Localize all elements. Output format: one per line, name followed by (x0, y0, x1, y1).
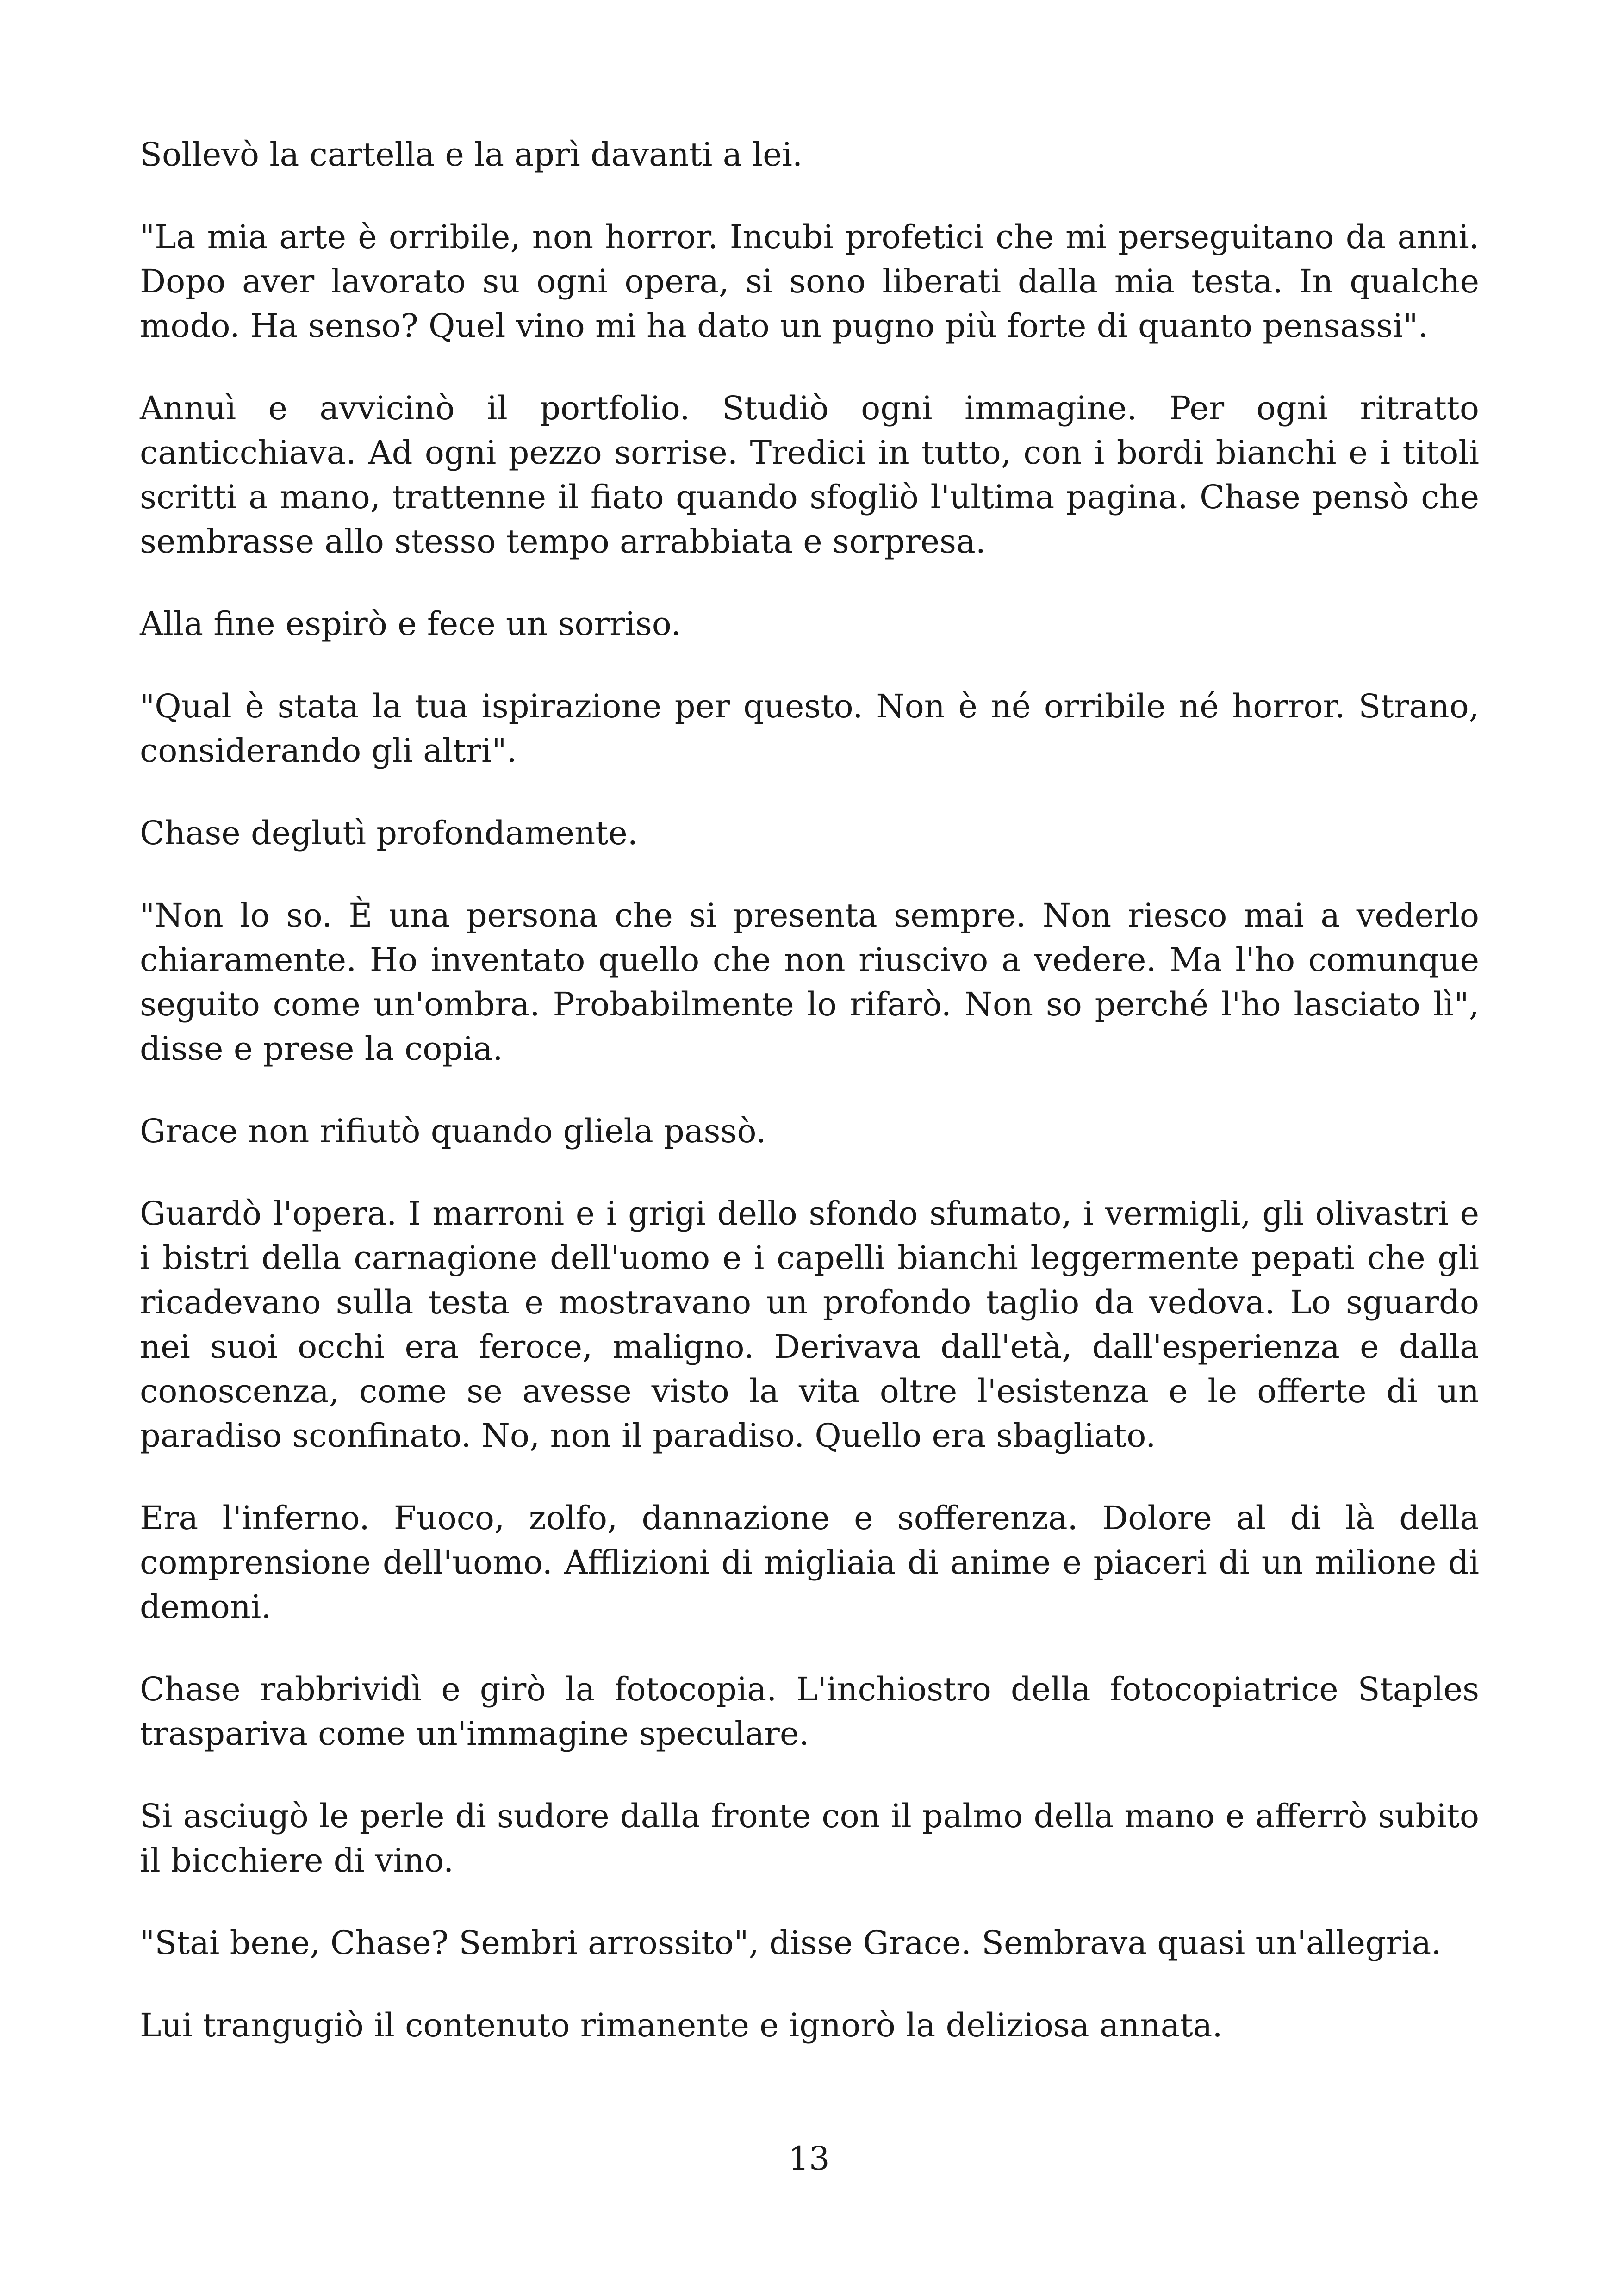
body-text (140, 132, 1479, 2085)
paragraph: Lui trangugiò il contenuto rimanente e ignorò la deliziosa annata. (140, 2006, 1223, 2044)
paragraph: Chase deglutì profondamente. (140, 814, 638, 852)
paragraph: Era l'inferno. Fuoco, zolfo, dannazione e sofferenza. Dolore al di là della comprensione dell'uomo. Afflizioni di migliaia di anime e piaceri di un milione di demoni. (140, 1499, 1479, 1626)
page-number: 13 (788, 2140, 830, 2178)
paragraph: "Stai bene, Chase? Sembri arrossito", disse Grace. Sembrava quasi un'allegria. (140, 1924, 1442, 1962)
paragraph: "Non lo so. È una persona che si presenta sempre. Non riesco mai a vederlo chiaramente. Ho inventato quello che non riuscivo a vedere. Ma l'ho comunque seguito come un'ombra. Probabilmente lo rifarò. Non so perché l'ho lasciato lì", disse e prese la copia. (140, 896, 1479, 1068)
paragraph: Annuì e avvicinò il portfolio. Studiò ogni immagine. Per ogni ritratto canticchiava. Ad ogni pezzo sorrise. Tredici in tutto, con i bordi bianchi e i titoli scritti a mano, trattenne il fiato quando sfogliò l'ultima pagina. Chase pensò che sembrasse allo stesso tempo arrabbiata e sorpresa. (140, 389, 1479, 560)
paragraph: Chase rabbrividì e girò la fotocopia. L'inchiostro della fotocopiatrice Staples traspariva come un'immagine speculare. (140, 1670, 1479, 1753)
paragraph: Guardò l'opera. I marroni e i grigi dello sfondo sfumato, i vermigli, gli olivastri e i bistri della carnagione dell'uomo e i capelli bianchi leggermente pepati che gli ricadevano sulla testa e mostravano un profondo taglio da vedova. Lo sguardo nei suoi occhi era feroce, maligno. Derivava dall'età, dall'esperienza e dalla conoscenza, come se avesse visto la vita oltre l'esistenza e le offerte di un paradiso sconfinato. No, non il paradiso. Quello era sbagliato. (140, 1195, 1479, 1455)
paragraph: Alla fine espirò e fece un sorriso. (140, 605, 681, 643)
paragraph: "La mia arte è orribile, non horror. Incubi profetici che mi perseguitano da anni. Dopo aver lavorato su ogni opera, si sono liberati dalla mia testa. In qualche modo. Ha senso? Quel vino mi ha dato un pugno più forte di quanto pensassi". (140, 218, 1479, 345)
paragraph: Si asciugò le perle di sudore dalla fronte con il palmo della mano e afferrò subito il bicchiere di vino. (140, 1797, 1479, 1879)
paragraph: "Qual è stata la tua ispirazione per questo. Non è né orribile né horror. Strano, considerando gli altri". (140, 687, 1479, 770)
paragraph: Grace non rifiutò quando gliela passò. (140, 1112, 766, 1150)
paragraph: Sollevò la cartella e la aprì davanti a lei. (140, 136, 803, 174)
